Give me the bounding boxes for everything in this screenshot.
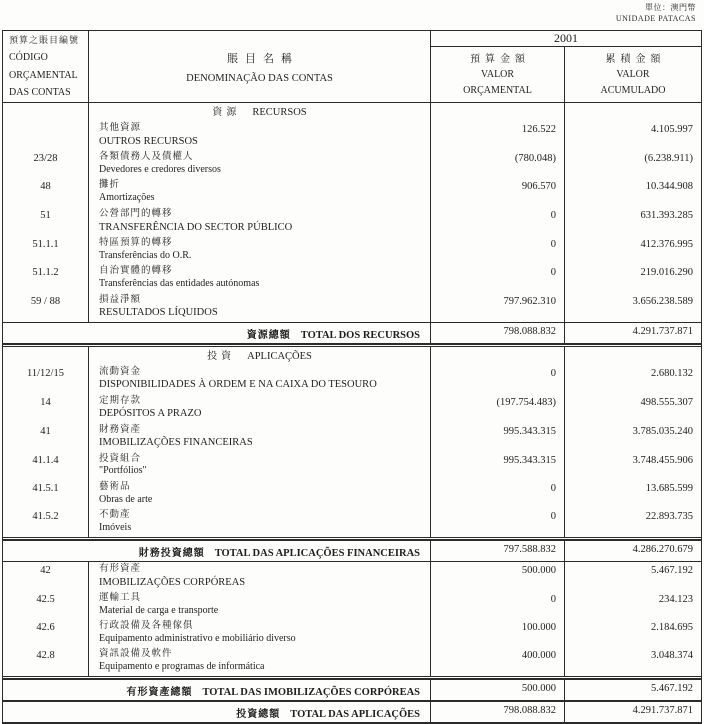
header-values-group [431,31,701,102]
section-header-row [3,103,701,121]
section-title-zh: 投資 [207,350,236,362]
table-row [3,452,701,480]
account-code: 41.5.2 [3,508,89,536]
total-label [3,323,431,343]
accum-value: 5.467.192 [651,564,693,576]
budget-value: 797.962.310 [431,293,565,322]
section-title-pt: RECURSOS [252,107,307,118]
total-accum-value: 5.467.192 [651,682,693,694]
unit-note-zh: 單位：澳門幣 [645,3,696,12]
header-accum-pt-1: VALOR [616,69,650,80]
account-code: 14 [3,394,89,423]
account-name [89,647,431,675]
account-name-zh: 特區預算的轉移 [99,237,173,248]
accum-value: 2.184.695 [651,622,693,633]
account-name [89,150,431,178]
account-name [89,619,431,647]
code-cell [3,347,89,365]
total-accum-value: 4.291.737.871 [632,325,693,337]
header-code-pt-1: CÓDIGO [9,52,48,64]
code-cell [3,103,89,121]
account-name-zh: 攤折 [99,180,121,191]
budget-value: 995.343.315 [431,452,565,480]
accum-value: 3.748.455.906 [632,454,693,466]
header-accum-column [565,47,701,102]
header-accum-zh: 累積金額 [605,53,666,65]
table-row [3,207,701,236]
total-label-pt: TOTAL DAS IMOBILIZAÇÕES CORPÓREAS [202,686,420,698]
account-code: 42.5 [3,591,89,619]
account-name-zh: 藝術品 [99,481,131,492]
account-name [89,178,431,206]
section-title [89,103,431,121]
total-label-zh: 有形資產總額 [126,686,193,698]
table-row [3,480,701,508]
header-name-column [89,31,431,102]
accum-cell [565,347,701,365]
total-budget-value: 798.088.832 [431,702,565,722]
account-name-zh: 行政設備及各種傢俱 [99,621,194,631]
account-name-pt: IMOBILIZAÇÕES FINANCEIRAS [99,437,253,449]
table-row [3,508,701,536]
account-name-zh: 資訊設備及軟件 [99,649,173,660]
table-row [3,236,701,264]
budget-value: 100.000 [431,619,565,647]
account-code: 41 [3,423,89,452]
budget-table [2,30,702,724]
table-row [3,423,701,452]
account-name-zh: 投資組合 [99,453,142,464]
account-name [89,562,431,591]
header-budget-zh: 預算金額 [470,53,530,65]
table-row [3,619,701,647]
account-name [89,423,431,452]
unit-note-pt: UNIDADE PATACAS [615,13,696,23]
account-name-pt: Equipamento e programas de informática [99,661,265,673]
total-label-zh: 投資總額 [236,708,281,720]
accum-value: 22.893.735 [645,511,693,523]
table-row [3,365,701,394]
account-name-zh: 損益淨額 [99,294,142,305]
budget-value: 500.000 [431,562,565,591]
section-header-row [3,347,701,365]
table-row [3,293,701,322]
account-name-pt: DEPÓSITOS A PRAZO [99,408,202,420]
account-name-pt: OUTROS RECURSOS [99,135,198,147]
accum-cell [565,103,701,121]
account-name-zh: 定期存款 [99,395,142,406]
account-code: 42 [3,562,89,591]
account-name [89,394,431,423]
header-code-column [3,31,89,102]
account-name-zh: 自治實體的轉移 [99,266,173,277]
total-label-zh: 財務投資總額 [138,547,205,559]
total-accum-value: 4.291.737.871 [632,704,693,716]
accum-value: (6.238.911) [644,153,693,164]
unit-note [616,3,696,25]
account-code [3,121,89,150]
table-row [3,394,701,423]
account-code: 41.1.4 [3,452,89,480]
account-name [89,480,431,508]
account-code: 42.8 [3,647,89,675]
table-row [3,264,701,292]
account-name-pt: Transferências do O.R. [99,249,192,261]
total-row [3,322,701,344]
accum-value: 2.680.132 [651,367,693,379]
total-label-pt: TOTAL DOS RECURSOS [300,329,420,341]
budget-value: 0 [431,236,565,264]
budget-value: 126.522 [431,121,565,150]
table-row [3,121,701,150]
budget-cell [431,103,565,121]
header-code-zh: 預算之賬目編號 [9,35,80,45]
account-code: 59 / 88 [3,293,89,322]
total-budget-value: 798.088.832 [431,323,565,343]
total-accum-value: 4.286.270.679 [632,543,693,555]
account-name-zh: 有形資產 [99,563,142,574]
accum-value: 13.685.599 [645,482,693,494]
budget-value: 0 [431,508,565,536]
account-code: 51.1.2 [3,264,89,292]
account-name [89,207,431,236]
accum-value: 3.048.374 [651,650,693,662]
header-name-zh: 賬目名稱 [227,52,299,65]
table-row [3,562,701,591]
account-name [89,591,431,619]
accum-value: 498.555.307 [640,396,693,408]
account-name-zh: 運輸工具 [99,592,142,603]
table-row [3,647,701,675]
account-name [89,236,431,264]
account-code: 48 [3,178,89,206]
account-name-zh: 其他資源 [99,123,142,133]
accum-value: 219.016.290 [640,267,693,279]
account-name-pt: TRANSFERÊNCIA DO SECTOR PÚBLICO [99,221,293,233]
account-code: 23/28 [3,150,89,178]
account-name [89,452,431,480]
account-name-pt: IMOBILIZAÇÕES CORPÓREAS [99,576,246,588]
budget-value: 0 [431,207,565,236]
account-name [89,264,431,292]
budget-value: (197.754.483) [431,394,565,423]
total-label-zh: 資源總額 [246,329,291,341]
budget-value: 995.343.315 [431,423,565,452]
header-budget-column [431,47,565,102]
total-label-pt: TOTAL DAS APLICAÇÕES [290,708,420,720]
account-name [89,365,431,394]
budget-cell [431,347,565,365]
account-name-pt: RESULTADOS LÍQUIDOS [99,307,218,319]
account-name-zh: 公營部門的轉移 [99,208,173,219]
table-rows [3,103,701,723]
account-name-pt: Transferências das entidades autónomas [99,278,260,289]
table-row [3,150,701,178]
header-accum-pt-2: ACUMULADO [600,84,666,96]
account-name-pt: "Portfólios" [99,465,147,477]
header-year: 2001 [431,31,701,47]
account-name [89,121,431,150]
account-name [89,293,431,322]
account-name-pt: Imóveis [99,522,132,534]
table-row [3,591,701,619]
account-name-zh: 流動資金 [99,366,142,377]
budget-value: 906.570 [431,178,565,206]
account-name-pt: Amortizações [99,192,155,204]
accum-value: 412.376.995 [640,238,693,250]
account-code: 51 [3,207,89,236]
total-label [3,702,431,722]
budget-value: 400.000 [431,647,565,675]
section-title-pt: APLICAÇÕES [247,350,312,362]
table-row [3,178,701,206]
account-code: 11/12/15 [3,365,89,394]
header-code-pt-3: DAS CONTAS [9,86,71,98]
accum-value: 10.344.908 [645,181,693,193]
total-budget-value: 500.000 [431,680,565,700]
section-title [89,347,431,365]
budget-value: 0 [431,591,565,619]
budget-value: 0 [431,365,565,394]
account-code: 51.1.1 [3,236,89,264]
header-values-subrow [431,47,701,102]
account-name-zh: 各類債務人及債權人 [99,152,194,162]
header-code-pt-2: ORÇAMENTAL [9,69,78,81]
account-code: 41.5.1 [3,480,89,508]
accum-value: 631.393.285 [640,209,693,221]
account-name-pt: Equipamento administrativo e mobiliário diverso [99,632,296,644]
account-name-pt: Obras de arte [99,493,153,505]
account-name-zh: 不動產 [99,510,131,521]
total-row [3,701,701,723]
table-header [3,31,701,103]
header-name-pt: DENOMINAÇÃO DAS CONTAS [186,72,333,84]
total-label [3,680,431,700]
header-budget-pt-2: ORÇAMENTAL [463,84,532,96]
budget-value: 0 [431,480,565,508]
account-name-pt: DISPONIBILIDADES À ORDEM E NA CAIXA DO TESOURO [99,379,377,391]
budget-value: (780.048) [431,150,565,178]
accum-value: 3.656.238.589 [632,295,693,307]
total-label [3,541,431,561]
accum-value: 234.123 [658,593,693,605]
account-name-pt: Material de carga e transporte [99,604,219,616]
budget-value: 0 [431,264,565,292]
accum-value: 3.785.035.240 [632,425,693,437]
account-code: 42.6 [3,619,89,647]
account-name-zh: 財務資產 [99,424,142,435]
total-row [3,540,701,562]
header-budget-pt-1: VALOR [480,69,515,80]
accum-value: 4.105.997 [651,124,693,135]
section-title-zh: 資源 [212,107,241,118]
account-name-pt: Devedores e credores diversos [99,163,221,175]
total-row [3,679,701,701]
total-budget-value: 797.588.832 [431,541,565,561]
account-name [89,508,431,536]
total-label-pt: TOTAL DAS APLICAÇÕES FINANCEIRAS [214,547,420,559]
